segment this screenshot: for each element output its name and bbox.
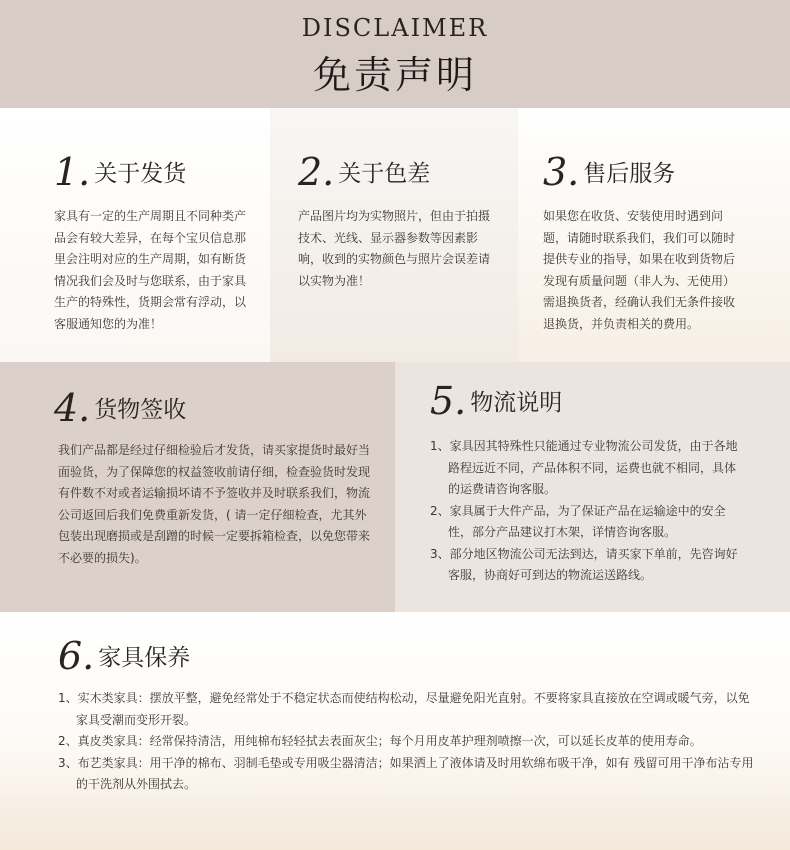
section-number: 1. xyxy=(54,150,91,194)
section-body-shipping: 家具有一定的生产周期且不同种类产品会有较大差异，在每个宝贝信息那里会注明对应的生产周期，如有断货情况我们会及时与您联系，由于家具生产的特殊性，货期会常有浮动，以客服通知您的为准！ xyxy=(54,209,247,331)
list-item: 1、实木类家具：摆放平整，避免经常处于不稳定状态而使结构松动，尽量避免阳光直射。不要将家具直接放在空调或暖气旁，以免家具受潮而变形开裂。 xyxy=(58,691,750,727)
section-title-logistics xyxy=(430,379,562,423)
section-body-after-sales: 如果您在收货、安装使用时遇到问题，请随时联系我们，我们可以随时提供专业的指导，如果在收到货物后发现有质量问题（非人为、无使用）需退换货者，经确认我们无条件接收退换货，并负责相关的费用。 xyxy=(543,209,736,331)
section-number: 3. xyxy=(543,150,580,194)
section-label: 关于色差 xyxy=(338,161,431,187)
list-item: 3、布艺类家具：用干净的棉布、羽制毛垫或专用吸尘器清洁；如果洒上了液体请及时用软绵布吸干净，如有 残留可用干净布沾专用的干洗剂从外围拭去。 xyxy=(58,755,754,791)
list-item: 2、真皮类家具：经常保持清洁，用纯棉布轻轻拭去表面灰尘；每个月用皮革护理剂喷擦一次，可以延长皮革的使用寿命。 xyxy=(58,734,702,748)
section-number: 2. xyxy=(298,150,335,194)
section-list-logistics xyxy=(430,436,742,587)
section-title-shipping xyxy=(54,150,186,194)
section-body-receipt: 我们产品都是经过仔细检验后才发货，请买家提货时最好当面验货，为了保障您的权益签收前请仔细，检查验货时发现有件数不对或者运输损坏请不予签收并及时联系我们，物流公司返回后我们免费重新发货，( 请一定仔细检查，尤其外包装出现磨损或是刮蹭的时候一定要拆箱检查，以免您带来不必要的损失)。 xyxy=(58,443,371,565)
section-title-maintenance xyxy=(58,634,190,678)
list-item: 3、部分地区物流公司无法到达，请买家下单前，先咨询好客服，协商好可到达的物流运送路线。 xyxy=(430,546,738,582)
section-body-color-difference: 产品图片均为实物照片，但由于拍摄技术、光线、显示器参数等因素影响，收到的实物颜色与照片会误差请以实物为准！ xyxy=(298,209,491,288)
section-title-receipt xyxy=(54,386,186,430)
section-label: 物流说明 xyxy=(470,390,563,416)
section-label: 售后服务 xyxy=(583,161,676,187)
section-number: 4. xyxy=(54,386,91,430)
section-number: 6. xyxy=(58,634,95,678)
list-item: 2、家具属于大件产品，为了保证产品在运输途中的安全性，部分产品建议打木架，详情咨询客服。 xyxy=(430,503,726,539)
list-item: 1、家具因其特殊性只能通过专业物流公司发货，由于各地路程远近不同，产品体积不同，运费也就不相同，具体的运费请咨询客服。 xyxy=(430,439,738,496)
section-number: 5. xyxy=(430,379,467,423)
header-title-cn: 免责声明 xyxy=(312,53,477,97)
section-label: 货物签收 xyxy=(94,397,187,423)
section-list-maintenance xyxy=(58,688,758,796)
header-title-en: DISCLAIMER xyxy=(301,14,489,42)
section-title-color-difference xyxy=(298,150,430,194)
section-title-after-sales xyxy=(543,150,675,194)
section-label: 关于发货 xyxy=(94,161,187,187)
section-label: 家具保养 xyxy=(98,645,191,671)
